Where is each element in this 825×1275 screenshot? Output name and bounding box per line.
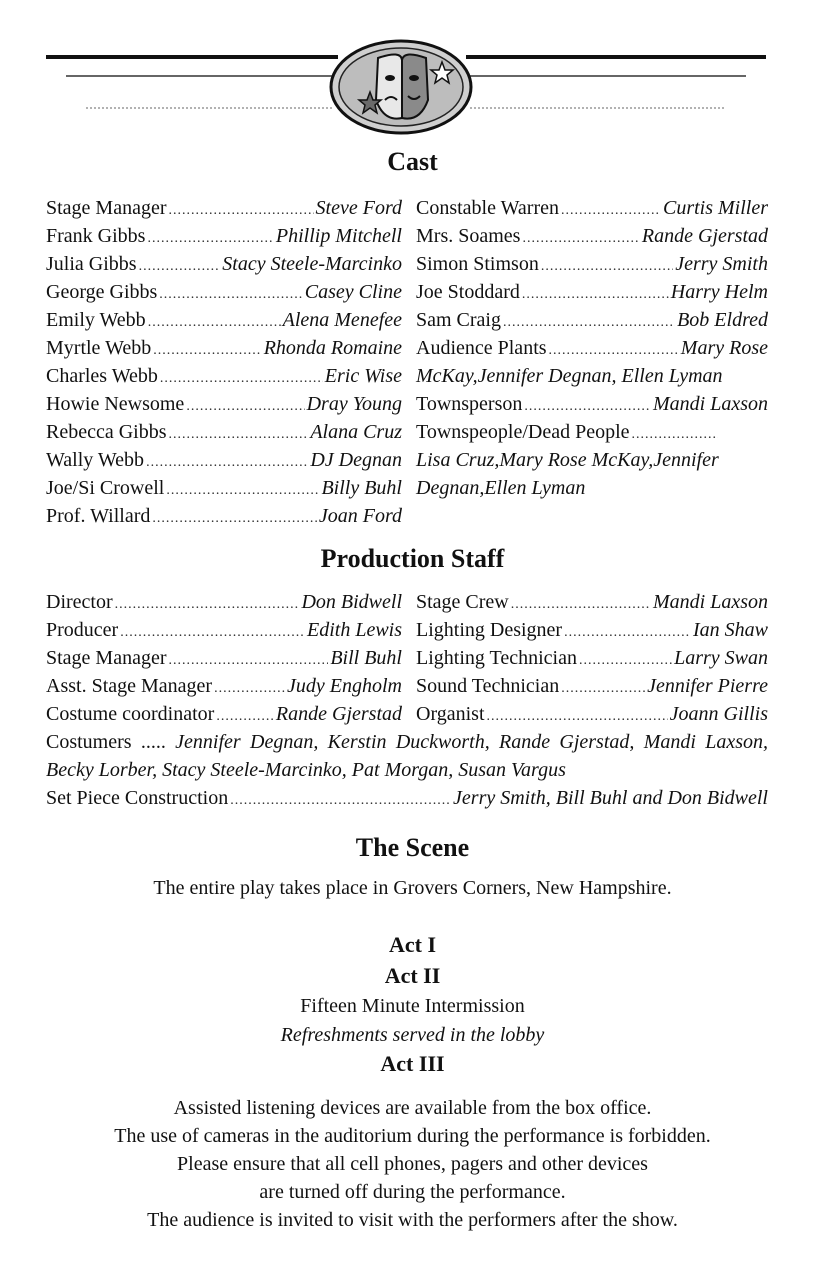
staff-name: Joann Gillis <box>669 703 768 725</box>
staff-name: Judy Engholm <box>287 675 402 697</box>
intermission-text: Fifteen Minute Intermission <box>300 995 525 1017</box>
staff-row <box>416 700 768 728</box>
staff-right-column <box>416 588 768 728</box>
role-label: Townspeople/Dead People <box>416 421 630 443</box>
costumers-credit <box>46 728 768 784</box>
staff-left-column <box>46 588 402 728</box>
role-label: Producer <box>46 619 119 641</box>
cast-row <box>46 390 402 418</box>
actor-name: Alana Cruz <box>310 421 402 443</box>
role-label: Townsperson <box>416 393 523 415</box>
role-label: Costumers ..... <box>46 731 166 753</box>
actor-name: Curtis Miller <box>662 197 768 219</box>
staff-name: Mandi Laxson <box>653 591 768 613</box>
role-label: Sam Craig <box>416 309 501 331</box>
cast-row <box>46 474 402 502</box>
role-label: Organist <box>416 703 485 725</box>
role-label: Charles Webb <box>46 365 158 387</box>
role-label: Mrs. Soames <box>416 225 521 247</box>
role-label: Lighting Designer <box>416 619 563 641</box>
actor-name: Steve Ford <box>315 197 402 219</box>
staff-row <box>416 616 768 644</box>
set-piece-row <box>46 784 768 812</box>
actor-name: Casey Cline <box>304 281 402 303</box>
role-label: Myrtle Webb <box>46 337 152 359</box>
townspeople-names: Lisa Cruz,Mary Rose McKay,Jennifer <box>416 449 719 471</box>
actor-name: DJ Degnan <box>310 449 402 471</box>
actor-name: Bob Eldred <box>677 309 768 331</box>
notice-line: The audience is invited to visit with the performers after the show. <box>147 1209 678 1231</box>
staff-row <box>416 672 768 700</box>
actor-name: Rande Gjerstad <box>641 225 768 247</box>
actor-name: Billy Buhl <box>321 477 402 499</box>
role-label: Joe Stoddard <box>416 281 520 303</box>
actor-name: Phillip Mitchell <box>275 225 402 247</box>
staff-name: Don Bidwell <box>301 591 402 613</box>
role-label: Director <box>46 591 113 613</box>
townspeople-names: Degnan,Ellen Lyman <box>416 477 586 499</box>
role-label: Prof. Willard <box>46 505 151 527</box>
cast-left-column <box>46 194 402 530</box>
cast-row <box>416 334 768 362</box>
notice-line: Please ensure that all cell phones, pagers and other devices <box>177 1153 648 1175</box>
staff-row <box>416 588 768 616</box>
role-label: Emily Webb <box>46 309 146 331</box>
cast-row <box>416 250 768 278</box>
cast-row <box>416 390 768 418</box>
cast-row <box>46 418 402 446</box>
notice-line: are turned off during the performance. <box>259 1181 566 1203</box>
cast-row <box>46 502 402 530</box>
staff-name: Jennifer Pierre <box>647 675 768 697</box>
cast-row <box>46 334 402 362</box>
staff-name: Bill Buhl <box>330 647 402 669</box>
notice-line: The use of cameras in the auditorium during the performance is forbidden. <box>114 1125 711 1147</box>
act-one: Act I <box>388 932 437 957</box>
cast-right-column <box>416 194 768 502</box>
cast-row <box>416 278 768 306</box>
cast-row <box>416 306 768 334</box>
header-ornament <box>0 0 825 140</box>
role-label: Stage Manager <box>46 197 167 219</box>
staff-name: Edith Lewis <box>306 619 402 641</box>
cast-row <box>416 418 768 446</box>
actor-name: Mary Rose <box>680 337 768 359</box>
cast-row <box>46 250 402 278</box>
cast-row <box>46 194 402 222</box>
actor-name: Alena Menefee <box>282 309 402 331</box>
act-three: Act III <box>380 1051 445 1076</box>
staff-row <box>46 644 402 672</box>
staff-row <box>46 616 402 644</box>
role-label: Rebecca Gibbs <box>46 421 167 443</box>
role-label: Lighting Technician <box>416 647 577 669</box>
role-label: Frank Gibbs <box>46 225 146 247</box>
role-label: Set Piece Construction <box>46 787 229 809</box>
actor-name: Harry Helm <box>670 281 768 303</box>
staff-row <box>46 588 402 616</box>
role-label: Simon Stimson <box>416 253 539 275</box>
scene-description: The entire play takes place in Grovers Corners, New Hampshire. <box>153 877 672 899</box>
role-label: Asst. Stage Manager <box>46 675 213 697</box>
cast-row <box>416 222 768 250</box>
audience-plants-continued: McKay,Jennifer Degnan, Ellen Lyman <box>416 365 723 387</box>
actor-name: Eric Wise <box>324 365 402 387</box>
role-label: Stage Manager <box>46 647 167 669</box>
staff-row <box>46 672 402 700</box>
cast-row <box>416 194 768 222</box>
role-label: Howie Newsome <box>46 393 185 415</box>
staff-name: Jerry Smith, Bill Buhl and Don Bidwell <box>453 787 768 809</box>
notice-line: Assisted listening devices are available from the box office. <box>173 1097 652 1119</box>
cast-row <box>46 278 402 306</box>
actor-name: Stacy Steele-Marcinko <box>222 253 402 275</box>
actor-name: Jerry Smith <box>675 253 768 275</box>
production-staff-title: Production Staff <box>320 544 505 573</box>
actor-name: Rhonda Romaine <box>263 337 402 359</box>
actor-name: Joan Ford <box>318 505 402 527</box>
staff-name: Ian Shaw <box>693 619 768 641</box>
cast-row <box>46 446 402 474</box>
cast-row <box>46 362 402 390</box>
act-two: Act II <box>384 963 441 988</box>
cast-row <box>46 306 402 334</box>
role-label: George Gibbs <box>46 281 158 303</box>
cast-title: Cast <box>387 147 438 176</box>
cast-row <box>46 222 402 250</box>
scene-title: The Scene <box>355 833 470 862</box>
actor-name: Dray Young <box>306 393 402 415</box>
role-label: Costume coordinator <box>46 703 215 725</box>
role-label: Joe/Si Crowell <box>46 477 165 499</box>
staff-name: Rande Gjerstad <box>275 703 402 725</box>
role-label: Julia Gibbs <box>46 253 137 275</box>
theatre-masks-emblem <box>331 41 471 133</box>
role-label: Audience Plants <box>416 337 547 359</box>
staff-row <box>416 644 768 672</box>
staff-row <box>46 700 402 728</box>
staff-name: Larry Swan <box>674 647 768 669</box>
role-label: Constable Warren <box>416 197 559 219</box>
refreshments-text: Refreshments served in the lobby <box>280 1024 545 1046</box>
costumer-names: Jennifer Degnan, Kerstin Duckworth, Rande Gjerstad, Mandi Laxson, Becky Lorber, Stacy Steele-Marcinko, Pat Morgan, Susan Vargus <box>46 731 769 781</box>
actor-name: Mandi Laxson <box>653 393 768 415</box>
role-label: Sound Technician <box>416 675 560 697</box>
role-label: Wally Webb <box>46 449 145 471</box>
role-label: Stage Crew <box>416 591 509 613</box>
